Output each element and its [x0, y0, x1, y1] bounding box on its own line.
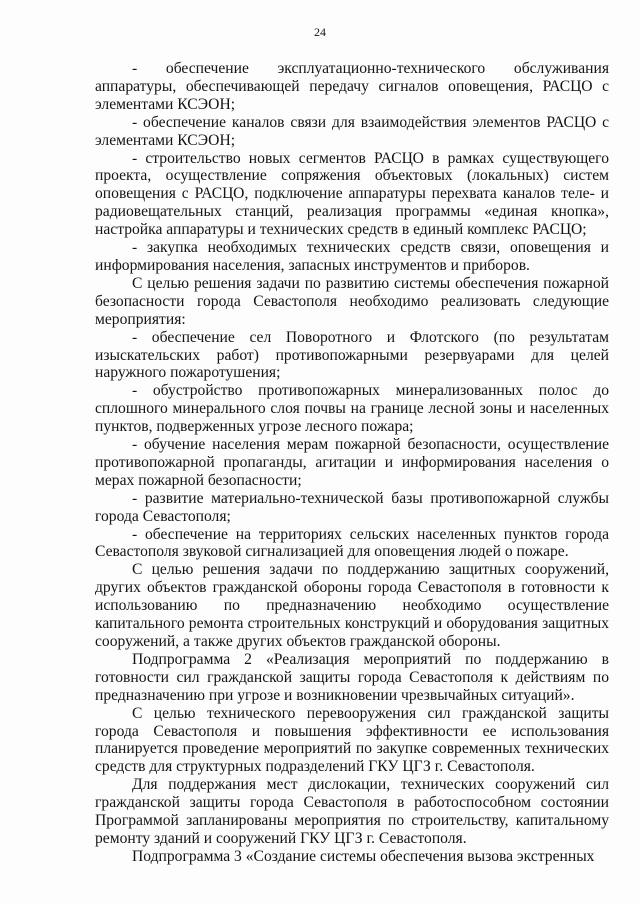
- paragraph: - обеспечение эксплуатационно-технического обслуживания аппаратуры, обеспечивающей передачу сигналов оповещения, РАСЦО с элементами КСЭОН;: [95, 60, 609, 113]
- paragraph: - обеспечение каналов связи для взаимодействия элементов РАСЦО с элементами КСЭОН;: [95, 113, 609, 149]
- paragraph: - строительство новых сегментов РАСЦО в рамках существующего проекта, осуществление сопряжения объектовых (локальных) систем оповещения с РАСЦО, подключение аппаратуры перехвата каналов теле- и радиовещательных станций, реализация программы «единая кнопка», настройка аппаратуры и технических средств в единый комплекс РАСЦО;: [95, 149, 609, 239]
- paragraph: - обеспечение сел Поворотного и Флотского (по результатам изыскательских работ) противопожарными резервуарами для целей наружного пожаротушения;: [95, 328, 609, 382]
- paragraph: С целью технического перевооружения сил гражданской защиты города Севастополя и повышения эффективности ее использования планируется проведение мероприятий по закупке современных технических средств для структурных подразделений ГКУ ЦГЗ г. Севастополя.: [95, 704, 609, 776]
- paragraph: С целью решения задачи по развитию системы обеспечения пожарной безопасности города Севастополя необходимо реализовать следующие мероприятия:: [95, 274, 609, 328]
- paragraph: - обучение населения мерам пожарной безопасности, осуществление противопожарной пропаганды, агитации и информирования населения о мерах пожарной безопасности;: [95, 436, 609, 489]
- paragraph: Для поддержания мест дислокации, технических сооружений сил гражданской защиты города Севастополя в работоспособном состоянии Программой запланированы мероприятия по строительству, капитальному ремонту зданий и сооружений ГКУ ЦГЗ г. Севастополя.: [95, 776, 609, 847]
- paragraph: - обустройство противопожарных минерализованных полос до сплошного минерального слоя почвы на границе лесной зоны и населенных пунктов, подверженных угрозе лесного пожара;: [95, 382, 609, 436]
- paragraph: Подпрограмма 3 «Создание системы обеспечения вызова экстренных: [132, 847, 595, 865]
- paragraph: - обеспечение на территориях сельских населенных пунктов города Севастополя звуковой сигнализацией для оповещения людей о пожаре.: [95, 525, 609, 561]
- page-number: 24: [314, 25, 326, 39]
- paragraph: С целью решения задачи по поддержанию защитных сооружений, других объектов гражданской обороны города Севастополя в готовности к использованию по предназначению необходимо осуществление капитального ремонта строительных конструкций и оборудования защитных сооружений, а также других объектов гражданской обороны.: [95, 561, 609, 650]
- paragraph: - развитие материально-технической базы противопожарной службы города Севастополя;: [95, 489, 609, 525]
- paragraph: - закупка необходимых технических средств связи, оповещения и информирования населения, запасных инструментов и приборов.: [95, 239, 609, 274]
- paragraph: Подпрограмма 2 «Реализация мероприятий по поддержанию в готовности сил гражданской защиты города Севастополя к действиям по предназначению при угрозе и возникновении чрезвычайных ситуаций».: [95, 650, 609, 704]
- document-body: [95, 60, 609, 866]
